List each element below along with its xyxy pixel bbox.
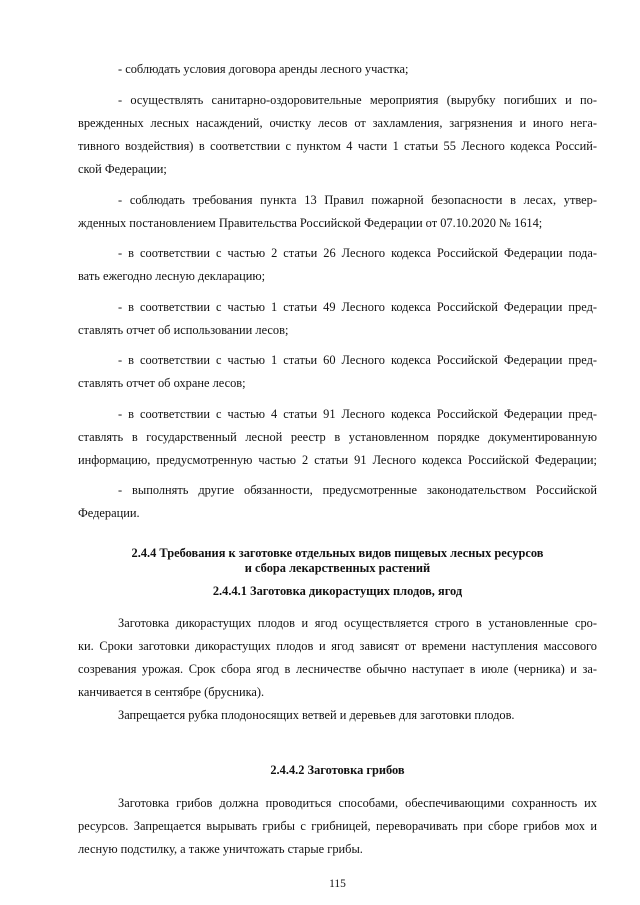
obligation-line: - соблюдать условия договора аренды лесного участка;: [118, 62, 409, 76]
obligation-line: ставлять в государственный лесной реестр в установленном порядке документированную: [78, 430, 597, 444]
obligation-line: ставлять отчет об охране лесов;: [78, 376, 246, 390]
paragraph-line: ки. Сроки заготовки дикорастущих плодов и ягод зависят от времени наступления массового: [78, 639, 597, 653]
obligation-line: - в соответствии с частью 1 статьи 60 Лесного кодекса Российской Федерации пред-: [118, 353, 597, 367]
obligation-line: ставлять отчет об использовании лесов;: [78, 323, 289, 337]
obligation-line: ской Федерации;: [78, 162, 167, 176]
section-heading: 2.4.4 Требования к заготовке отдельных видов пищевых лесных ресурсов: [131, 546, 544, 560]
paragraph-line: ресурсов. Запрещается вырывать грибы с грибницей, переворачивать при сборе грибов мох и: [78, 819, 597, 833]
paragraph-line: Заготовка дикорастущих плодов и ягод осуществляется строго в установленные сро-: [118, 616, 597, 630]
obligation-line: врежденных лесных насаждений, очистку лесов от захламления, загрязнения и иного нега-: [78, 116, 597, 130]
paragraph-line: Запрещается рубка плодоносящих ветвей и деревьев для заготовки плодов.: [118, 708, 515, 722]
obligation-line: - выполнять другие обязанности, предусмотренные законодательством Российской: [118, 483, 597, 497]
paragraph-line: лесную подстилку, а также уничтожать старые грибы.: [78, 842, 363, 856]
obligation-line: вать ежегодно лесную декларацию;: [78, 269, 266, 283]
obligation-line: - в соответствии с частью 1 статьи 49 Лесного кодекса Российской Федерации пред-: [118, 300, 597, 314]
paragraph-line: канчивается в сентябре (брусника).: [78, 685, 265, 699]
section-heading: и сбора лекарственных растений: [244, 561, 431, 575]
paragraph-line: Заготовка грибов должна проводиться способами, обеспечивающими сохранность их: [118, 796, 597, 810]
obligation-line: - осуществлять санитарно-оздоровительные мероприятия (вырубку погибших и по-: [118, 93, 597, 107]
subsection-heading: 2.4.4.1 Заготовка дикорастущих плодов, ягод: [212, 584, 463, 598]
obligation-line: - соблюдать требования пункта 13 Правил пожарной безопасности в лесах, утвер-: [118, 193, 597, 207]
paragraph-line: созревания урожая. Срок сбора ягод в лесничестве обычно наступает в июле (черника) и за-: [78, 662, 597, 676]
obligation-line: - в соответствии с частью 2 статьи 26 Лесного кодекса Российской Федерации пода-: [118, 246, 597, 260]
page-number: 115: [329, 878, 346, 890]
subsection-heading: 2.4.4.2 Заготовка грибов: [270, 763, 405, 777]
obligation-line: тивного воздействия) в соответствии с пунктом 4 части 1 статьи 55 Лесного кодекса Россий-: [78, 139, 597, 153]
obligation-line: Федерации.: [78, 506, 140, 520]
obligation-line: - в соответствии с частью 4 статьи 91 Лесного кодекса Российской Федерации пред-: [118, 407, 597, 421]
obligation-line: информацию, предусмотренную частью 2 статьи 91 Лесного кодекса Российской Федерации;: [78, 453, 597, 467]
obligation-line: жденных постановлением Правительства Российской Федерации от 07.10.2020 № 1614;: [78, 216, 543, 230]
